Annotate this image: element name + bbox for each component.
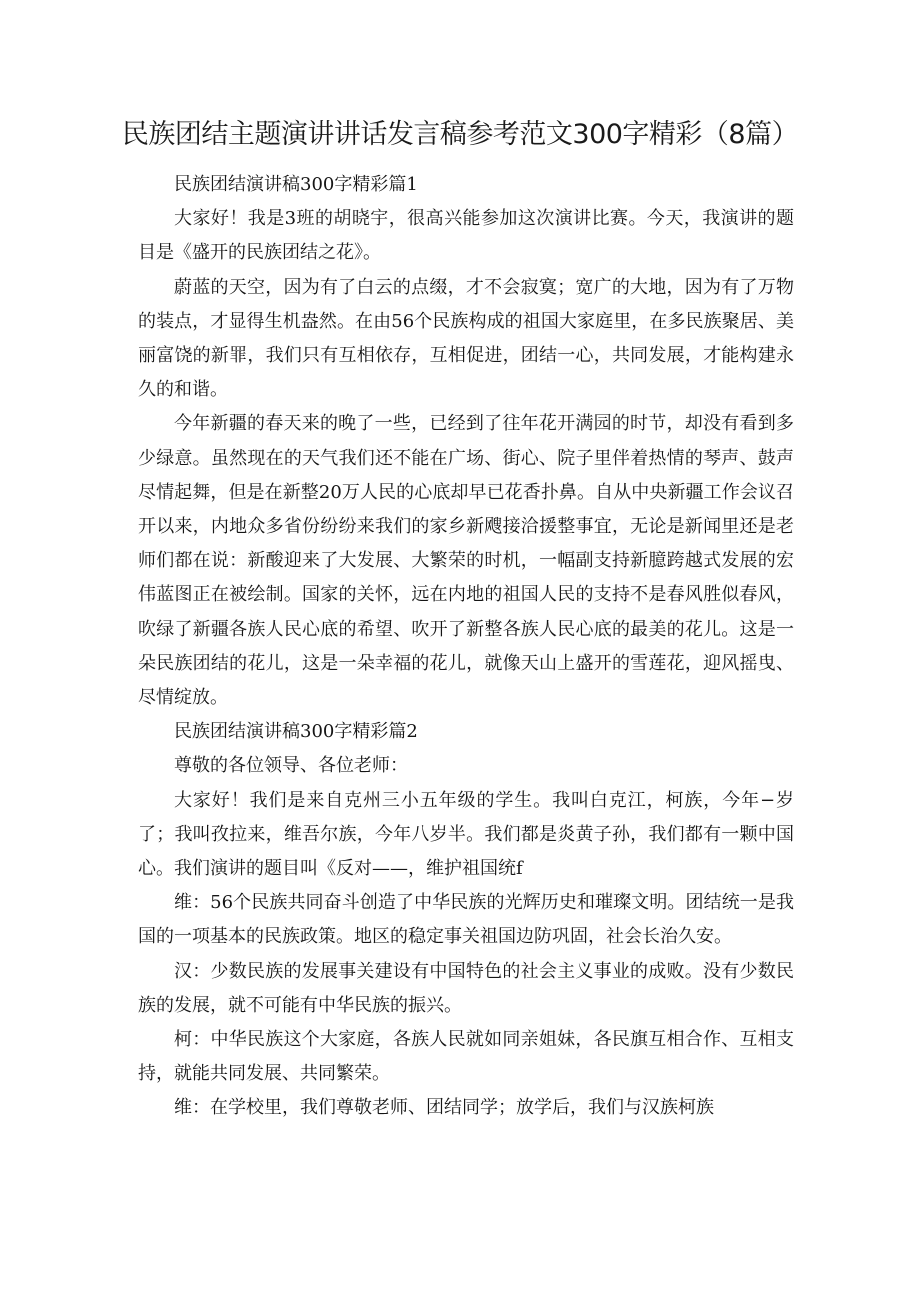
section-heading-1: 民族团结演讲稿300字精彩篇1	[174, 174, 418, 195]
paragraph: 大家好！我是3班的胡晓宇，很高兴能参加这次演讲比赛。今天，我演讲的题目是《盛开的民族团结之花》。	[138, 208, 794, 264]
paragraph: 尊敬的各位领导、各位老师：	[174, 755, 408, 777]
document-title: 民族团结主题演讲讲话发言稿参考范文300字精彩（8篇）	[121, 119, 799, 150]
document-body	[138, 168, 794, 1126]
paragraph: 今年新疆的春天来的晚了一些，已经到了往年花开满园的时节，却没有看到多少绿意。虽然现在的天气我们还不能在广场、街心、院子里伴着热情的琴声、鼓声尽情起舞，但是在新整20万人民的心底却早已花香扑鼻。自从中央新疆工作会议召开以来，内地众多省份纷纷来我们的家乡新飕接洽援整事宜，无论是新闻里还是老师们都在说：新酸迎来了大发展、大繁荣的时机，一幅副支持新臆跨越式发展的宏伟蓝图正在被绘制。国家的关怀，远在内地的祖国人民的支持不是春风胜似春风，吹绿了新疆各族人民心底的希望、吹开了新整各族人民心底的最美的花儿。这是一朵民族团结的花儿，这是一朵幸福的花儿，就像天山上盛开的雪莲花，迎风摇曳、尽情绽放。	[138, 413, 794, 709]
section-heading-2: 民族团结演讲稿300字精彩篇2	[174, 721, 418, 743]
paragraph: 维：在学校里，我们尊敬老师、团结同学；放学后，我们与汉族柯族	[174, 1097, 714, 1119]
paragraph: 汉：少数民族的发展事关建设有中国特色的社会主义事业的成败。没有少数民族的发展，就不可能有中华民族的振兴。	[138, 960, 794, 1016]
paragraph: 柯：中华民族这个大家庭，各族人民就如同亲姐妹，各民旗互相合作、互相支持，就能共同发展、共同繁荣。	[138, 1029, 794, 1085]
paragraph: 大家好！我们是来自克州三小五年级的学生。我叫白克江，柯族，今年−岁了；我叫孜拉来，维吾尔族，今年八岁半。我们都是炎黄子孙，我们都有一颗中国心。我们演讲的题目叫《反对——，维护祖国统f	[138, 789, 794, 880]
paragraph: 蔚蓝的天空，因为有了白云的点缀，才不会寂寞；宽广的大地，因为有了万物的装点，才显得生机盎然。在由56个民族构成的祖国大家庭里，在多民族聚居、美丽富饶的新罪，我们只有互相依存，互相促进，团结一心，共同发展，才能构建永久的和谐。	[138, 276, 794, 401]
paragraph: 维：56个民族共同奋斗创造了中华民族的光辉历史和璀璨文明。团结统一是我国的一项基本的民族政策。地区的稳定事关祖国边防巩固，社会长治久安。	[138, 892, 794, 948]
